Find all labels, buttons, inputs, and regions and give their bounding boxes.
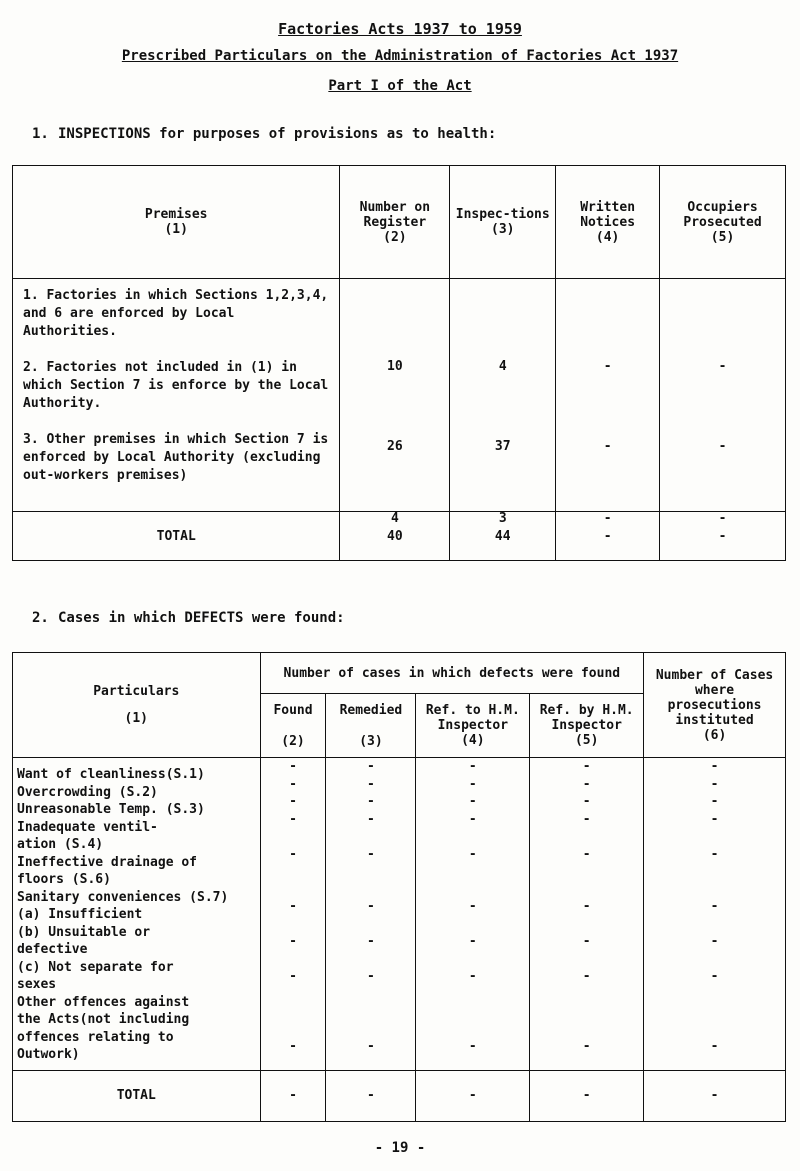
defects-total-ref-to-hm: - — [416, 1070, 530, 1121]
defect-value — [648, 951, 781, 969]
prosecuted-row-2: - — [718, 439, 727, 454]
defects-body-row — [13, 758, 786, 1071]
premises-row-1: 1. Factories in which Sections 1,2,3,4, and 6 are enforced by Local Authorities. — [23, 288, 329, 339]
defect-value — [534, 986, 639, 1004]
premises-row-2: 2. Factories not included in (1) in which Section 7 is enforce by the Local Authority. — [23, 360, 329, 411]
defect-value — [648, 986, 781, 1004]
remedied-values — [330, 758, 411, 1056]
col-premises: Premises (1) — [13, 166, 340, 279]
defect-value — [265, 881, 322, 899]
defect-value: - — [710, 759, 719, 774]
notices-row-1: - — [603, 359, 612, 374]
col-remedied: Remedied (3) — [326, 694, 416, 758]
defect-value: - — [289, 776, 297, 792]
defect-value: - — [468, 811, 477, 827]
defect-value — [420, 1021, 525, 1039]
defects-total-prosecutions: - — [644, 1070, 786, 1121]
defects-total-label: TOTAL — [13, 1070, 261, 1121]
defect-value: - — [710, 969, 719, 984]
ref-by-hm-values — [534, 758, 639, 1056]
particulars-list — [17, 766, 256, 1064]
defect-value — [265, 1003, 322, 1021]
defect-value: - — [289, 969, 297, 984]
defect-value — [330, 828, 411, 846]
defect-value: - — [289, 794, 297, 809]
defect-value — [265, 951, 322, 969]
col-found: Found (2) — [260, 694, 326, 758]
defect-value — [265, 916, 322, 934]
ref-to-hm-values — [420, 758, 525, 1056]
defect-value: - — [582, 934, 591, 949]
defect-value: - — [582, 794, 591, 809]
defect-value — [420, 863, 525, 881]
defect-value — [534, 916, 639, 934]
defect-value — [420, 828, 525, 846]
defect-value: - — [367, 776, 375, 792]
particular-line: ation (S.4) — [17, 837, 104, 852]
inspections-table — [12, 165, 786, 561]
particular-line: Overcrowding (S.2) — [17, 784, 158, 800]
defect-value: - — [289, 846, 297, 862]
defect-value: - — [367, 1039, 375, 1054]
particulars-cell — [13, 758, 261, 1071]
prosecuted-cell — [660, 279, 786, 526]
section-1-number: 1. — [32, 126, 49, 142]
defect-value: - — [367, 934, 375, 949]
defect-value — [330, 881, 411, 899]
defect-value — [534, 881, 639, 899]
defect-value — [330, 863, 411, 881]
particular-line: (b) Unsuitable or — [17, 924, 151, 940]
defect-value: - — [367, 811, 375, 827]
defect-value — [420, 1003, 525, 1021]
defect-value: - — [582, 1039, 591, 1054]
defect-value — [534, 1003, 639, 1021]
defect-value — [648, 863, 781, 881]
inspections-cell — [450, 279, 556, 526]
prosecuted-row-1: - — [718, 359, 727, 374]
defect-value: - — [367, 846, 375, 862]
defect-value — [420, 881, 525, 899]
defect-value: - — [582, 759, 591, 774]
register-row-1: 10 — [387, 359, 403, 374]
section-1-title: INSPECTIONS for purposes of provisions as to health: — [58, 126, 497, 142]
defect-value: - — [710, 934, 719, 949]
remedied-cell — [326, 758, 416, 1071]
defect-value: - — [710, 899, 719, 914]
particular-line: (c) Not separate for — [17, 959, 174, 975]
prosecutions-cell — [644, 758, 786, 1071]
notices-cell — [556, 279, 660, 526]
col-particulars: Particulars (1) — [13, 653, 261, 758]
col-ref-to-hm: Ref. to H.M. Inspector (4) — [416, 694, 530, 758]
defect-value — [648, 1003, 781, 1021]
defect-value: - — [710, 776, 719, 792]
premises-row-3: 3. Other premises in which Section 7 is enforced by Local Authority (excluding out-workers premises) — [23, 432, 329, 483]
defects-header-row-1 — [13, 653, 786, 694]
col-inspections: Inspec-tions (3) — [450, 166, 556, 279]
defect-value — [330, 1003, 411, 1021]
notices-row-3: - — [603, 511, 612, 526]
defect-value — [265, 828, 322, 846]
ref-by-hm-cell — [530, 758, 644, 1071]
particular-line: Sanitary conveniences (S.7) — [17, 889, 229, 905]
defect-value — [420, 986, 525, 1004]
defects-total-row — [13, 1070, 786, 1121]
defects-total-remedied: - — [326, 1070, 416, 1121]
total-inspections: 44 — [450, 512, 556, 561]
defect-value: - — [468, 899, 477, 914]
defect-value — [330, 1021, 411, 1039]
page-number: - 19 - — [374, 1140, 426, 1156]
inspections-body-row — [13, 279, 786, 512]
defect-value: - — [289, 811, 297, 827]
register-row-2: 26 — [387, 439, 403, 454]
prosecutions-values — [648, 758, 781, 1056]
particular-line: Inadequate ventil- — [17, 819, 158, 835]
particular-line: floors (S.6) — [17, 872, 111, 887]
defect-value — [648, 916, 781, 934]
defect-value: - — [367, 969, 375, 984]
defect-value: - — [468, 969, 477, 984]
found-values — [265, 758, 322, 1056]
particular-line: defective — [17, 942, 88, 957]
defect-value — [534, 828, 639, 846]
particular-line: (a) Insufficient — [17, 907, 143, 922]
defect-value — [265, 863, 322, 881]
defects-total-ref-by-hm: - — [530, 1070, 644, 1121]
defect-value — [534, 1021, 639, 1039]
defect-value: - — [367, 899, 375, 914]
inspections-row-1: 4 — [498, 359, 507, 374]
defect-value: - — [468, 776, 477, 792]
particular-line: Other offences against — [17, 994, 190, 1010]
notices-row-2: - — [603, 439, 612, 454]
defect-value — [330, 916, 411, 934]
defect-value: - — [582, 846, 591, 862]
defect-value: - — [468, 934, 477, 949]
defects-table — [12, 652, 786, 1122]
defect-value: - — [582, 899, 591, 914]
inspections-row-2: 37 — [494, 439, 511, 454]
defect-value — [648, 828, 781, 846]
inspections-row-3: 3 — [498, 511, 507, 526]
defect-value: - — [289, 759, 297, 774]
ref-to-hm-cell — [416, 758, 530, 1071]
defect-value: - — [289, 934, 297, 949]
particular-line: sexes — [17, 977, 57, 992]
defect-value — [420, 951, 525, 969]
defect-value — [420, 916, 525, 934]
particular-line: Ineffective drainage of — [17, 854, 198, 870]
defect-value: - — [289, 899, 297, 914]
found-cell — [260, 758, 326, 1071]
defect-value — [534, 863, 639, 881]
defect-value: - — [710, 811, 719, 827]
defect-value — [330, 986, 411, 1004]
section-2-title: Cases in which DEFECTS were found: — [58, 610, 345, 626]
defect-value: - — [710, 794, 719, 809]
particular-line: Want of cleanliness(S.1) — [17, 767, 205, 782]
defect-value: - — [582, 969, 591, 984]
inspections-header-row — [13, 166, 786, 279]
col-prosecuted: Occupiers Prosecuted (5) — [660, 166, 786, 279]
col-group-defects: Number of cases in which defects were found — [260, 653, 644, 694]
defect-value: - — [710, 1039, 719, 1054]
premises-cell — [13, 279, 340, 512]
defect-value: - — [468, 1039, 477, 1054]
defect-value: - — [367, 794, 375, 809]
total-register: 40 — [340, 512, 450, 561]
defect-value — [265, 986, 322, 1004]
prosecuted-row-3: - — [718, 511, 727, 526]
page-title: Factories Acts 1937 to 1959 — [278, 20, 522, 38]
register-row-3: 4 — [390, 511, 399, 526]
particular-line: Unreasonable Temp. (S.3) — [17, 802, 205, 817]
defect-value: - — [289, 1039, 297, 1054]
defect-value: - — [582, 811, 591, 827]
particular-line: the Acts(not including — [17, 1012, 190, 1027]
part-heading: Part I of the Act — [328, 78, 472, 94]
particular-line: offences relating to — [17, 1029, 174, 1045]
defect-value — [534, 951, 639, 969]
total-prosecuted: - — [660, 512, 786, 561]
defect-value: - — [468, 794, 477, 809]
section-2-number: 2. — [32, 610, 49, 626]
particular-line: Outwork) — [17, 1047, 80, 1062]
defects-total-found: - — [260, 1070, 326, 1121]
page-subtitle: Prescribed Particulars on the Administration of Factories Act 1937 — [121, 48, 679, 64]
defect-value: - — [582, 776, 591, 792]
section-1-heading — [32, 126, 496, 142]
defect-value — [648, 1021, 781, 1039]
defect-value: - — [710, 846, 719, 862]
register-cell — [340, 279, 450, 526]
defect-value: - — [468, 759, 477, 774]
total-label: TOTAL — [13, 512, 340, 561]
total-notices: - — [556, 512, 660, 561]
section-2-heading — [32, 610, 345, 626]
defect-value: - — [367, 759, 375, 774]
col-register: Number on Register (2) — [340, 166, 450, 279]
col-prosecutions: Number of Cases where prosecutions instituted (6) — [644, 653, 786, 758]
defect-value — [265, 1021, 322, 1039]
defect-value — [648, 881, 781, 899]
defect-value: - — [468, 846, 477, 862]
col-ref-by-hm: Ref. by H.M. Inspector (5) — [530, 694, 644, 758]
col-notices: Written Notices (4) — [556, 166, 660, 279]
defect-value — [330, 951, 411, 969]
